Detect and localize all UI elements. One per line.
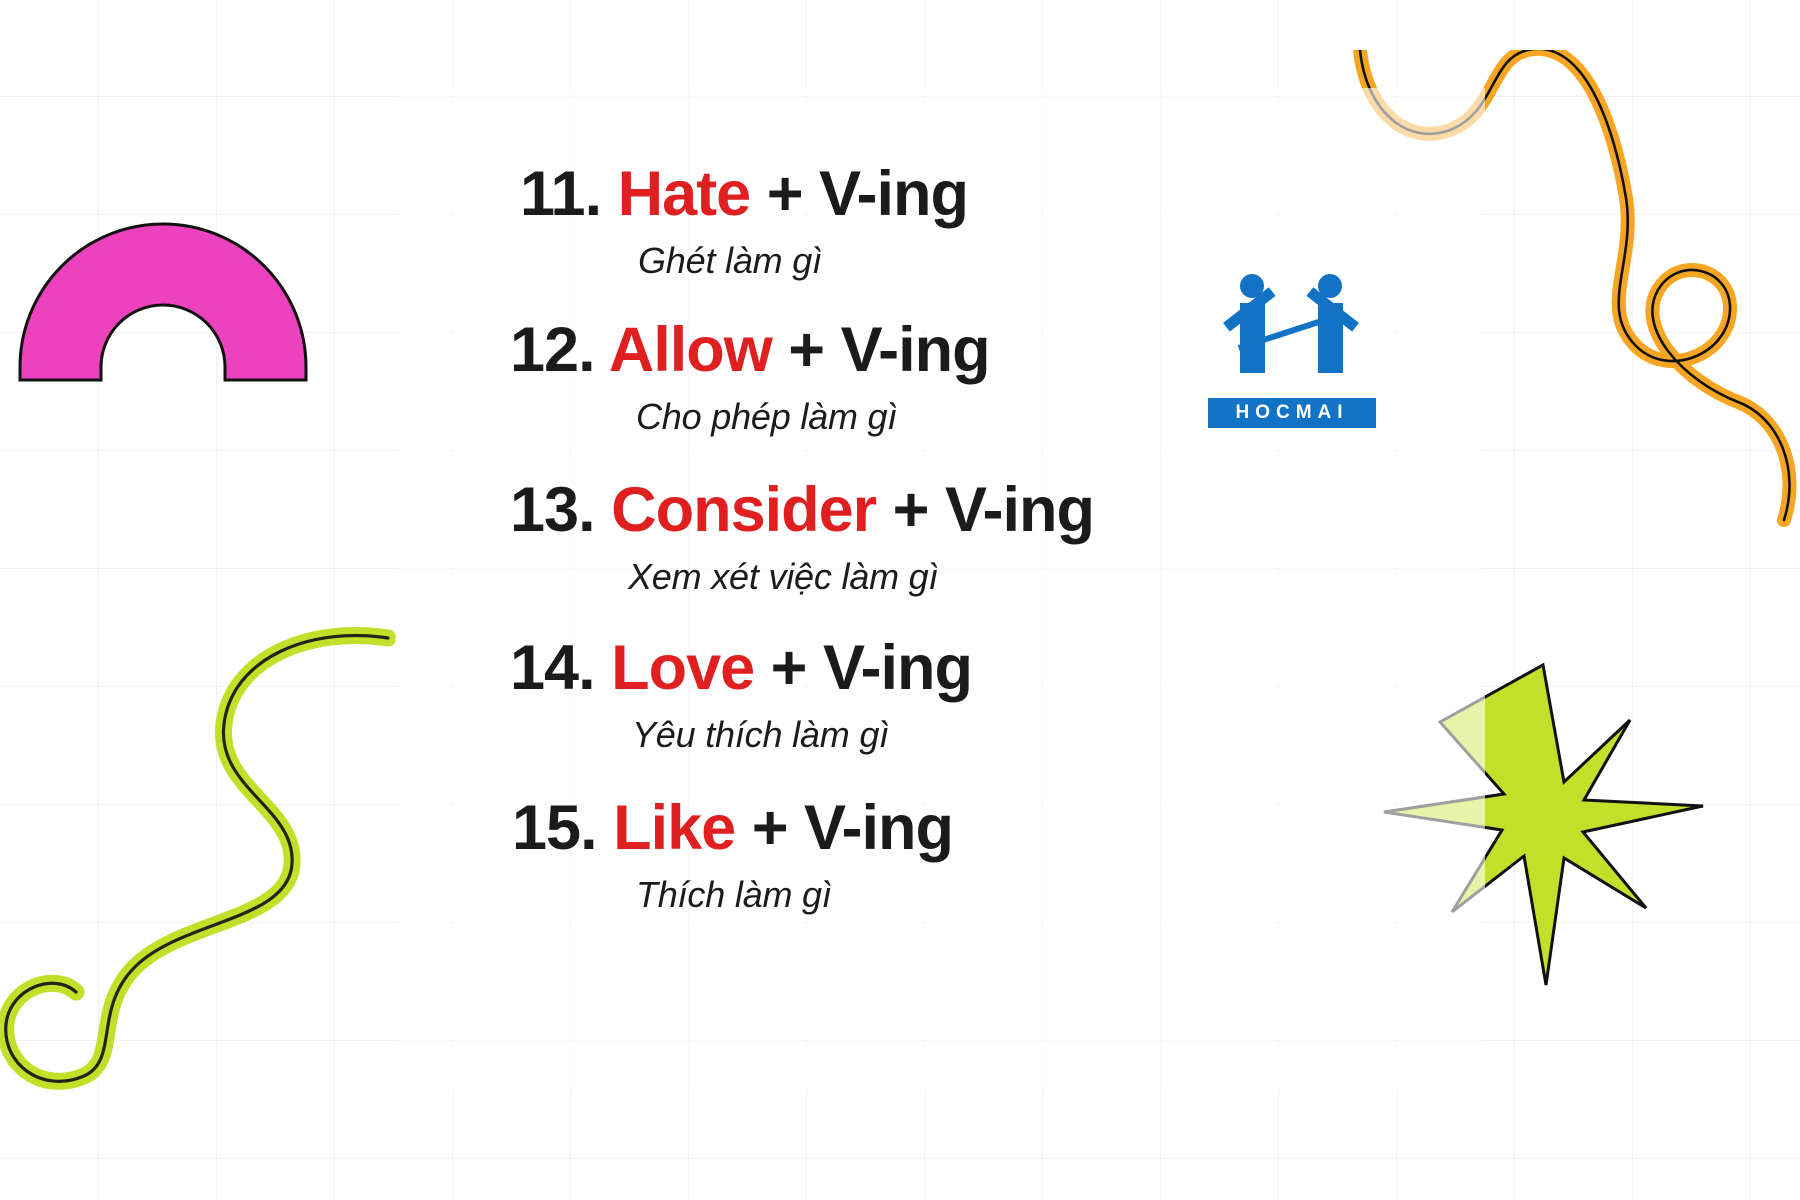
list-item-form: V-ing — [819, 159, 969, 229]
list-item-verb: Love — [611, 633, 755, 704]
list-item-verb: Consider — [611, 475, 877, 546]
two-people-icon — [1208, 268, 1376, 398]
list-item-plus: + — [892, 475, 929, 546]
list-item-form: V-ing — [822, 633, 972, 704]
list-item-number: 13. — [510, 475, 595, 546]
list-item-plus: + — [751, 793, 788, 864]
list-item-main — [510, 476, 1400, 544]
list-item — [500, 160, 1400, 282]
green-squiggle-shape — [0, 620, 410, 1105]
list-item-form: V-ing — [944, 475, 1094, 546]
list-item-translation: Ghét làm gì — [638, 240, 822, 282]
list-item-form: V-ing — [840, 315, 990, 386]
list-item-number: 11. — [520, 159, 602, 229]
list-item-form: V-ing — [804, 793, 953, 864]
list-item — [500, 634, 1400, 756]
list-item-plus: + — [788, 315, 825, 386]
list-item-verb: Like — [613, 793, 736, 864]
list-item-verb: Allow — [608, 315, 772, 386]
list-item-main — [510, 634, 1400, 702]
list-item-number: 12. — [510, 315, 595, 386]
hocmai-logo — [1208, 268, 1376, 428]
list-item-main — [512, 794, 1400, 862]
list-item-translation: Thích làm gì — [636, 874, 832, 916]
hocmai-wordmark: HOCMAI — [1208, 398, 1376, 428]
list-item-number: 14. — [510, 633, 595, 704]
list-item-plus: + — [770, 633, 807, 704]
list-item-translation: Xem xét việc làm gì — [628, 556, 939, 598]
list-item-translation: Yêu thích làm gì — [632, 714, 889, 756]
list-item-main — [520, 160, 1400, 228]
list-item-number: 15. — [512, 793, 597, 864]
list-item-translation: Cho phép làm gì — [636, 396, 898, 438]
list-item — [500, 476, 1400, 598]
list-item — [500, 794, 1400, 916]
list-item-plus: + — [766, 159, 803, 229]
pink-arch-shape — [18, 222, 308, 387]
list-item-verb: Hate — [617, 159, 751, 229]
